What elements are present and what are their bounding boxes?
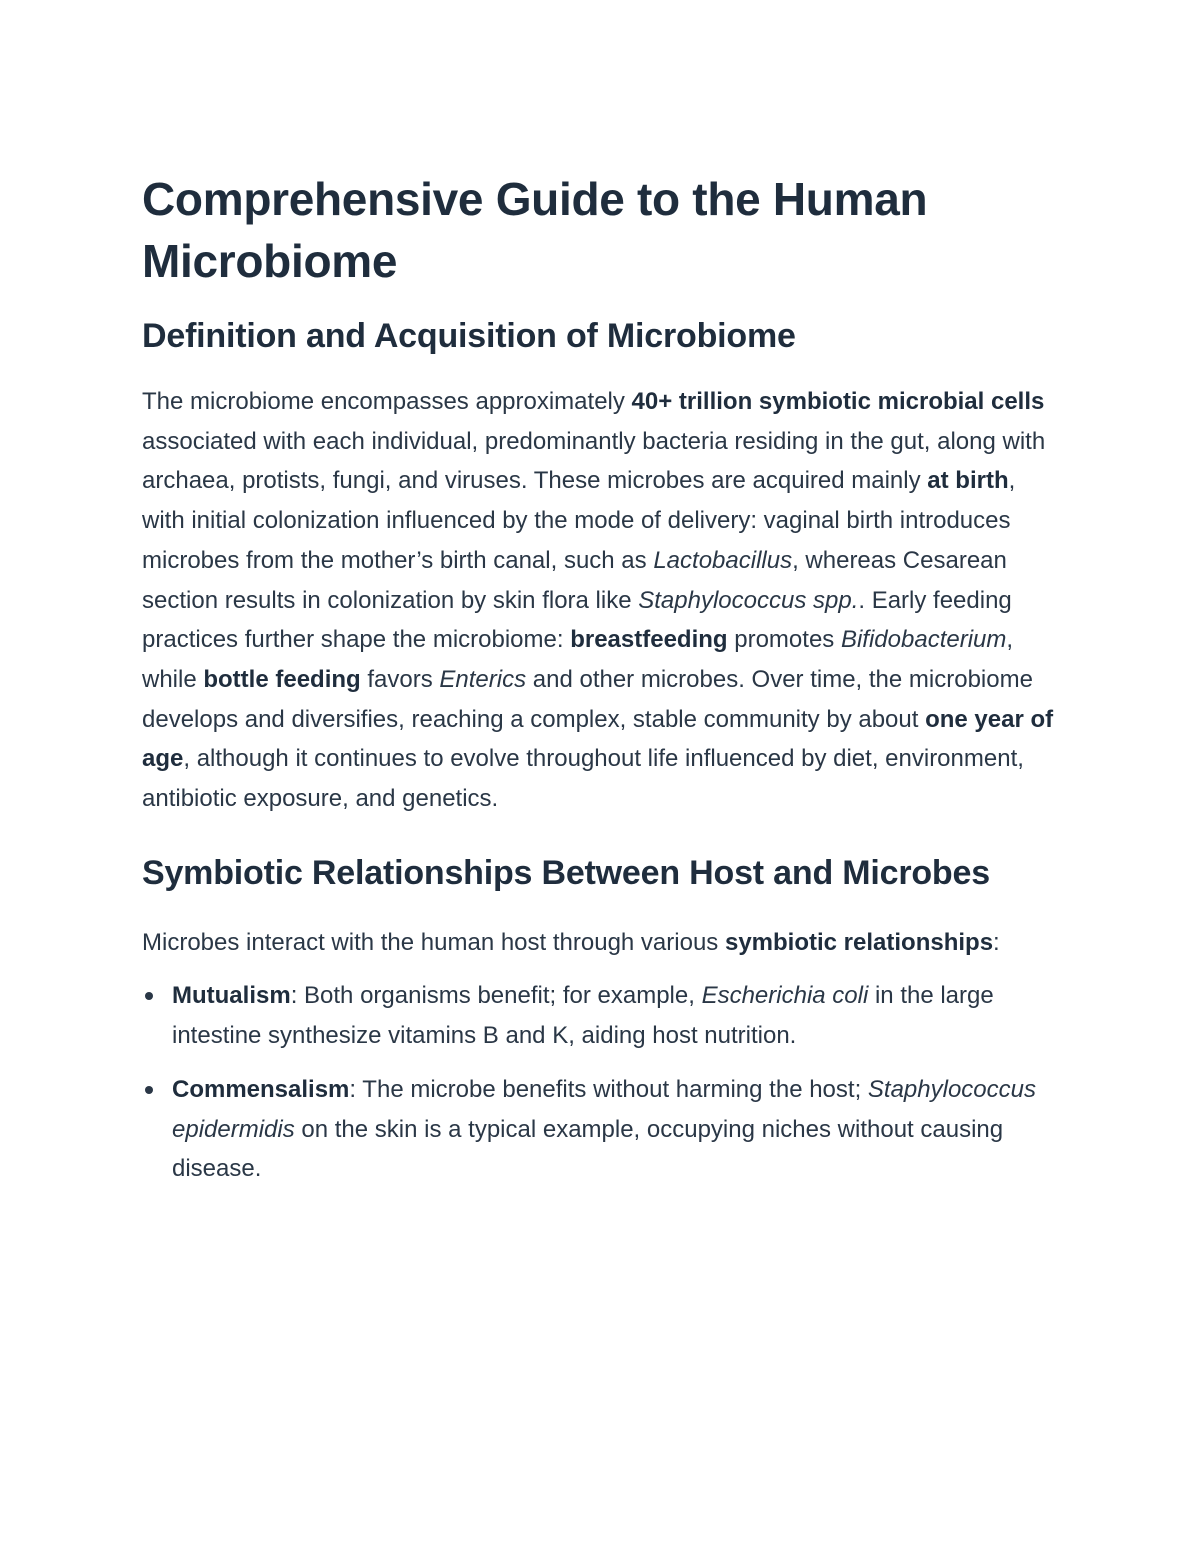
text-run: in the large intestine synthesize vitamins B and K, aiding host nutrition. xyxy=(172,982,994,1050)
italic-term: Staphylococcus spp. xyxy=(638,586,859,614)
bold-term: breastfeeding xyxy=(570,626,728,654)
text-run: favors xyxy=(360,665,440,693)
relationship-list xyxy=(142,976,1060,1189)
bullet-icon xyxy=(145,992,153,1000)
text-run: The microbiome encompasses approximately xyxy=(142,388,632,415)
list-item-mutualism xyxy=(142,976,1060,1055)
italic-term: Escherichia coli xyxy=(701,982,869,1010)
text-run: : The microbe benefits without harming the host; xyxy=(349,1075,868,1103)
text-run: promotes xyxy=(727,626,841,654)
bold-term: 40+ trillion symbiotic microbial cells xyxy=(631,388,1045,415)
bold-term: Mutualism xyxy=(172,982,291,1010)
symbiotic-intro-paragraph xyxy=(142,923,1002,963)
definition-paragraph xyxy=(142,382,1060,819)
italic-term: Bifidobacterium xyxy=(840,626,1007,654)
text-run: : xyxy=(993,928,1000,956)
text-run: , with initial colonization influenced by the mode of delivery: vaginal birth introduces microbes from the mother’s birth canal, such as xyxy=(142,467,1016,574)
bold-term: at birth xyxy=(927,467,1009,495)
text-run: : Both organisms benefit; for example, xyxy=(290,982,702,1010)
text-run: on the skin is a typical example, occupying niches without causing disease. xyxy=(172,1115,1004,1183)
text-run: and other microbes. Over time, the microbiome develops and diversifies, reaching a complex, stable community by about xyxy=(142,665,1033,733)
text-run: . Early feeding practices further shape the microbiome: xyxy=(142,586,1012,654)
italic-term: Staphylococcus epidermidis xyxy=(172,1075,1036,1143)
section-heading-definition: Definition and Acquisition of Microbiome xyxy=(142,317,796,355)
page-title: Comprehensive Guide to the Human Microbiome xyxy=(142,173,928,287)
italic-term: Enterics xyxy=(439,665,527,693)
text-run: , whereas Cesarean section results in colonization by skin flora like xyxy=(142,546,1007,614)
bold-term: one year of age xyxy=(142,705,1054,773)
italic-term: Lactobacillus xyxy=(653,546,793,574)
text-run: , while xyxy=(142,626,1014,693)
bold-term: symbiotic relationships xyxy=(724,928,994,956)
bold-term: Commensalism xyxy=(172,1075,350,1103)
bold-term: bottle feeding xyxy=(203,665,361,693)
bullet-icon xyxy=(145,1086,153,1094)
section-heading-symbiotic: Symbiotic Relationships Between Host and Microbes xyxy=(142,853,990,892)
list-item-commensalism xyxy=(142,1070,1060,1189)
text-run: , although it continues to evolve throughout life influenced by diet, environment, antibiotic exposure, and genetics. xyxy=(142,745,1024,813)
text-run: Microbes interact with the human host through various xyxy=(142,928,725,956)
text-run: associated with each individual, predominantly bacteria residing in the gut, along with archaea, protists, fungi, and viruses. These microbes are acquired mainly xyxy=(142,427,1046,495)
